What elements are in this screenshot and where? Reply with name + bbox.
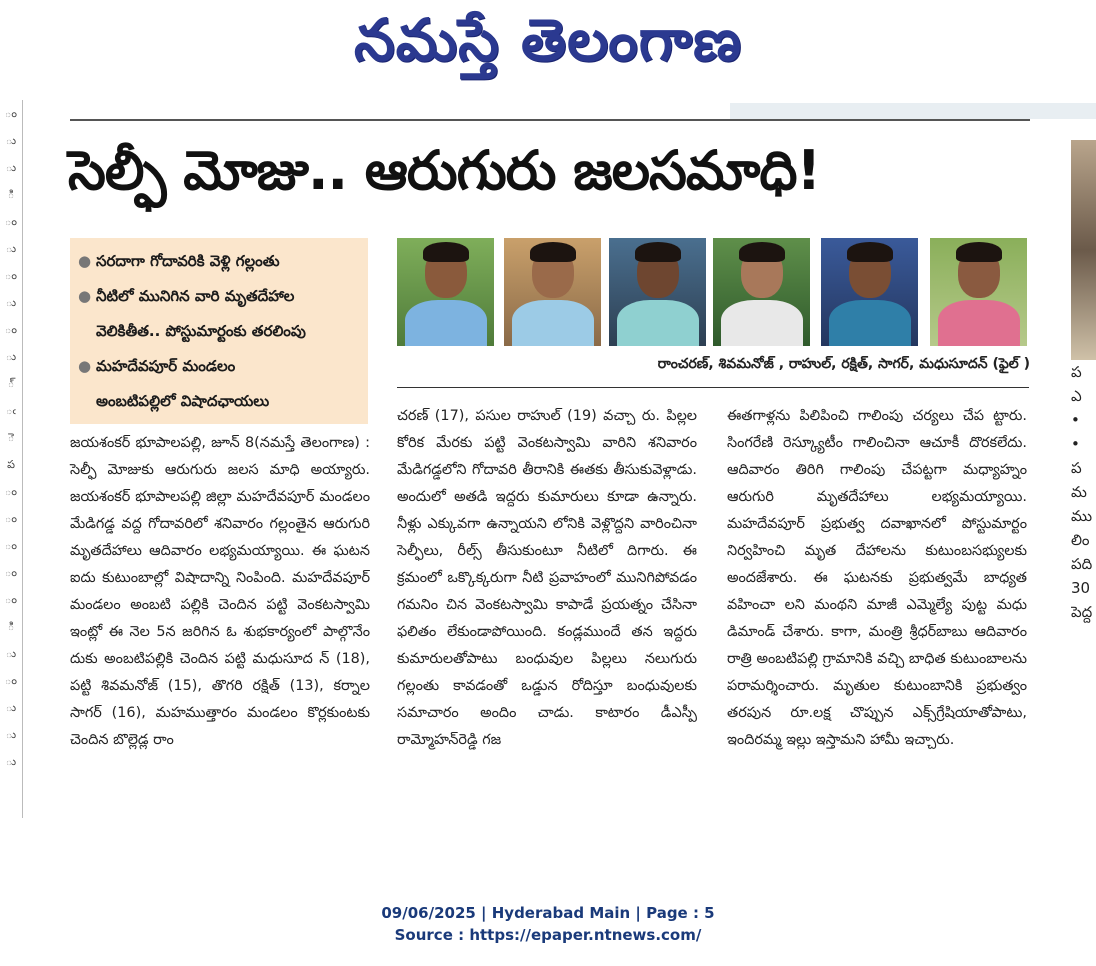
article-column-2: చరణ్‌ (17), పసుల రాహుల్‌ (19) వచ్చా రు. పిల్లల కోరిక మేరకు పట్టి వెంకటస్వామి వారిని శనివారం మేడిగడ్డలోని గోదావరి తీరానికి ఈతకు తీసుకువెళ్లాడు. అందులో అతడి ఇద్దరు కుమారులు కూడా ఉన్నారు. నీళ్లు ఎక్కువగా ఉన్నాయని లోనికి వెళ్లొద్దని వారించినా సెల్ఫీలు, రీల్స్‌ తీసుకుంటూ నీటిలో దిగారు. ఈ క్రమంలో ఒక్కొక్కరుగా నీటి ప్రవాహంలో మునిగిపోవడం గమనిం చిన వెంకటస్వామి కాపాడే ప్రయత్నం చేసినా ఫలితం లేకుండాపోయింది. కండ్లముందే తన ఇద్దరు కుమారులతోపాటు బంధువుల పిల్లలు నలుగురు గల్లంతు కావడంతో ఒడ్డున రోదిస్తూ బంధువులకు సమాచారం అందిం చాడు. కాటారం డీఎస్పీ రామ్మోహన్‌రెడ్డి గజ [397,408,697,748]
left-strip-char: ు [5,647,17,660]
photo-sagar [821,238,918,346]
photo-ramcharan [397,238,494,346]
left-strip-char: ్ [7,377,15,390]
left-strip-char: ం [5,539,17,552]
right-adjacent-article-clip [1071,140,1096,830]
highlight-item: ● మహదేవపూర్‌ మండలం [70,349,368,384]
right-clip-line: పది [1071,555,1093,573]
photo-shivamanoj [504,238,601,346]
left-strip-char: ం [5,485,17,498]
left-strip-char: ం [5,323,17,336]
right-clip-line: • [1071,435,1080,453]
highlight-item: ● నీటిలో మునిగిన వారి మృతదేహాల [70,279,368,314]
left-strip-char: ం [5,512,17,525]
right-clip-line: • [1071,411,1080,429]
headline-rule [70,119,1030,121]
left-strip-char: ి [7,188,15,201]
right-clip-line: మ [1071,483,1087,501]
right-clip-line: 30 [1071,579,1091,597]
left-strip-char: ె [7,431,15,444]
bullet-icon: ● [78,287,92,305]
left-strip-char: ం [5,269,17,282]
newspaper-logo: నమస్తే తెలంగాణ [354,6,742,74]
footer [0,902,1096,946]
bullet-icon: ● [78,357,92,375]
left-strip-char: ు [5,161,17,174]
highlight-item: అంబటిపల్లిలో విషాదఛాయలు [96,392,270,410]
left-strip-char: ు [5,296,17,309]
caption-rule [397,387,1029,388]
photo-madhusudan [930,238,1027,346]
left-strip-char: ం [5,593,17,606]
left-strip-char: ం [5,215,17,228]
left-strip-char: ప [7,458,15,471]
left-strip-char: ు [5,350,17,363]
top-right-bar [730,103,1096,119]
left-adjacent-column-strip [0,100,23,818]
footer-source[interactable]: Source : https://epaper.ntnews.com/ [394,926,702,944]
article-column-3: ఈతగాళ్లను పిలిపించి గాలింపు చర్యలు చేప ట్టారు. సింగరేణి రెస్క్యూటీం గాలించినా ఆచూకీ దొరకలేదు. ఆదివారం తిరిగి గాలింపు చేపట్టగా మధ్యాహ్నం ఆరుగురి మృతదేహాలు లభ్యమయ్యాయి. మహదేవపూర్‌ ప్రభుత్వ దవాఖానలో పోస్టుమార్టం నిర్వహించి మృత దేహాలను కుటుంబసభ్యులకు అందజేశారు. ఈ ఘటనకు ప్రభుత్వమే బాధ్యత వహించా లని మంథని మాజీ ఎమ్మెల్యే పుట్ట మధు డిమాండ్‌ చేశారు. కాగా, మంత్రి శ్రీధర్‌బాబు ఆదివారం రాత్రి అంబటిపల్లి గ్రామానికి వచ్చి బాధిత కుటుంబాలను పరామర్శించారు. మృతుల కుటుంబానికి ప్రభుత్వం తరపున రూ.లక్ష చొప్పున ఎక్స్‌గ్రేషియాతోపాటు, ఇందిరమ్మ ఇల్లు ఇస్తామని హామీ ఇచ్చారు. [727,408,1027,748]
left-strip-char: ు [5,242,17,255]
highlight-item: వెలికితీత.. పోస్టుమార్టంకు తరలింపు [96,322,306,340]
right-clip-line: ఎ [1071,387,1082,405]
footer-date-edition: 09/06/2025 | Hyderabad Main | Page : 5 [381,904,715,922]
highlights-box [70,238,368,424]
left-strip-char: ం [5,107,17,120]
left-strip-char: ు [5,728,17,741]
photo-caption: రాంచరణ్‌, శివమనోజ్‌ , రాహుల్‌, రక్షిత్‌, సాగర్‌, మధుసూదన్‌ (ఫైల్‌ ) [657,356,1030,372]
right-clip-line: ప [1071,363,1082,381]
left-strip-char: ఁ [6,404,16,417]
right-clip-line: ము [1071,507,1093,525]
left-strip-char: ి [7,620,15,633]
bullet-icon: ● [78,252,92,270]
adjacent-article-photo [1071,140,1096,360]
left-strip-char: ు [5,701,17,714]
masthead [0,0,1096,90]
right-clip-line: ప [1071,459,1082,477]
left-strip-char: ు [5,134,17,147]
highlight-item: ● సరదాగా గోదావరికి వెళ్లి గల్లంతు [70,244,368,279]
left-strip-char: ం [5,674,17,687]
photo-rakshith [713,238,810,346]
article-column-1: జయశంకర్‌ భూపాలపల్లి, జూన్‌ 8(నమస్తే తెలంగాణ) : సెల్ఫీ మోజుకు ఆరుగురు జలస మాధి అయ్యారు. జయశంకర్‌ భూపాలపల్లి జిల్లా మహదేవపూర్‌ మండలం మేడిగడ్డ వద్ద గోదావరిలో శనివారం గల్లంతైన ఆరుగురి మృతదేహాలు ఆదివారం లభ్యమయ్యాయి. ఈ ఘటన ఐదు కుటుంబాల్లో విషాదాన్ని నింపింది. మహదేవపూర్‌ మండలం అంబటి పల్లికి చెందిన పట్టి వెంకటస్వామి ఇంట్లో ఈ నెల 5న జరిగిన ఓ శుభకార్యంలో పాల్గొనేం దుకు అంబటిపల్లికి చెందిన పట్టి మధుసూద న్‌ (18), పట్టి శివమనోజ్‌ (15), తొగరి రక్షిత్‌ (13), కర్నాల సాగర్‌ (16), మహముత్తారం మండలం కొర్లకుంటకు చెందిన బొల్లెడ్ల రాం [70,435,370,748]
left-strip-char: ం [5,566,17,579]
right-clip-line: లిం [1071,531,1090,549]
headline: సెల్ఫీ మోజు.. ఆరుగురు జలసమాధి! [68,139,821,202]
right-clip-line: పెద్ద [1071,603,1093,621]
photo-rahul [609,238,706,346]
left-strip-char: ు [5,755,17,768]
victim-photos [397,238,1029,348]
